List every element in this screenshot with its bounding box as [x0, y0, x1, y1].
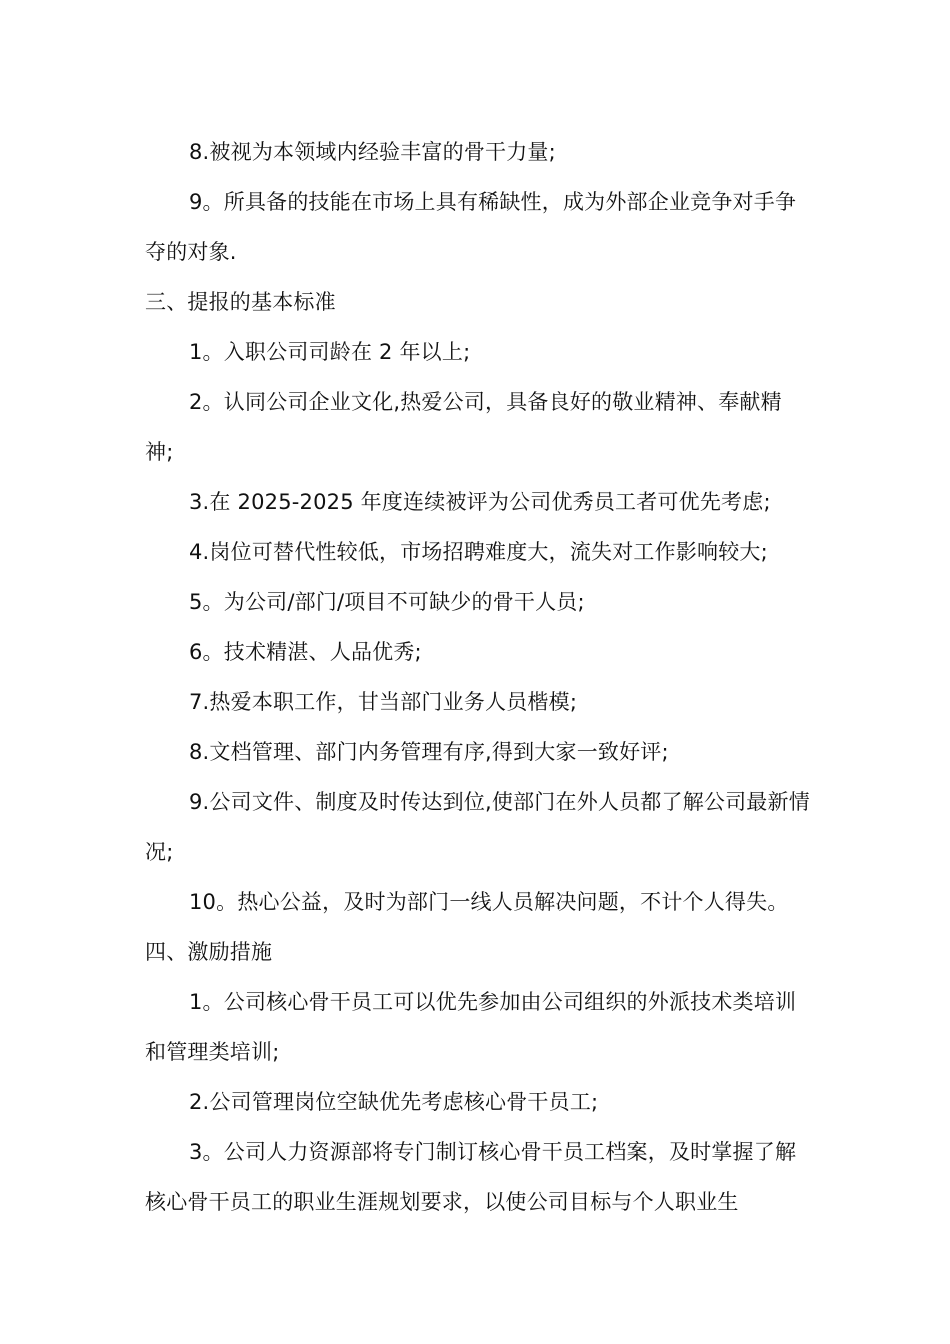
criteria-item-4: 4.岗位可替代性较低，市场招聘难度大，流失对工作影响较大;	[189, 540, 768, 564]
measure-item-3: 3。公司人力资源部将专门制订核心骨干员工档案，及时掌握了解核心骨干员工的职业生涯规划要求，以使公司目标与个人职业生	[145, 1140, 797, 1214]
criteria-item-10: 10。热心公益，及时为部门一线人员解决问题，不计个人得失。	[189, 890, 789, 914]
section-heading-4: 四、激励措施	[145, 940, 273, 964]
criteria-item-6: 6。技术精湛、人品优秀;	[189, 640, 422, 664]
measure-item-2: 2.公司管理岗位空缺优先考虑核心骨干员工;	[189, 1090, 599, 1114]
measure-item-1: 1。公司核心骨干员工可以优先参加由公司组织的外派技术类培训和管理类培训;	[145, 990, 797, 1064]
paragraph-item-8: 8.被视为本领域内经验丰富的骨干力量;	[189, 140, 556, 164]
criteria-item-8: 8.文档管理、部门内务管理有序,得到大家一致好评;	[189, 740, 669, 764]
paragraph-item-9: 9。所具备的技能在市场上具有稀缺性，成为外部企业竞争对手争夺的对象.	[145, 190, 797, 264]
document-body	[145, 127, 810, 1227]
criteria-item-1: 1。入职公司司龄在 2 年以上;	[189, 340, 471, 364]
criteria-item-9: 9.公司文件、制度及时传达到位,使部门在外人员都了解公司最新情况;	[145, 790, 810, 864]
criteria-item-2: 2。认同公司企业文化,热爱公司，具备良好的敬业精神、奉献精神;	[145, 390, 782, 464]
section-heading-3: 三、提报的基本标准	[145, 290, 336, 314]
criteria-item-5: 5。为公司/部门/项目不可缺少的骨干人员;	[189, 590, 585, 614]
criteria-item-7: 7.热爱本职工作，甘当部门业务人员楷模;	[189, 690, 578, 714]
criteria-item-3: 3.在 2025-2025 年度连续被评为公司优秀员工者可优先考虑;	[189, 490, 771, 514]
